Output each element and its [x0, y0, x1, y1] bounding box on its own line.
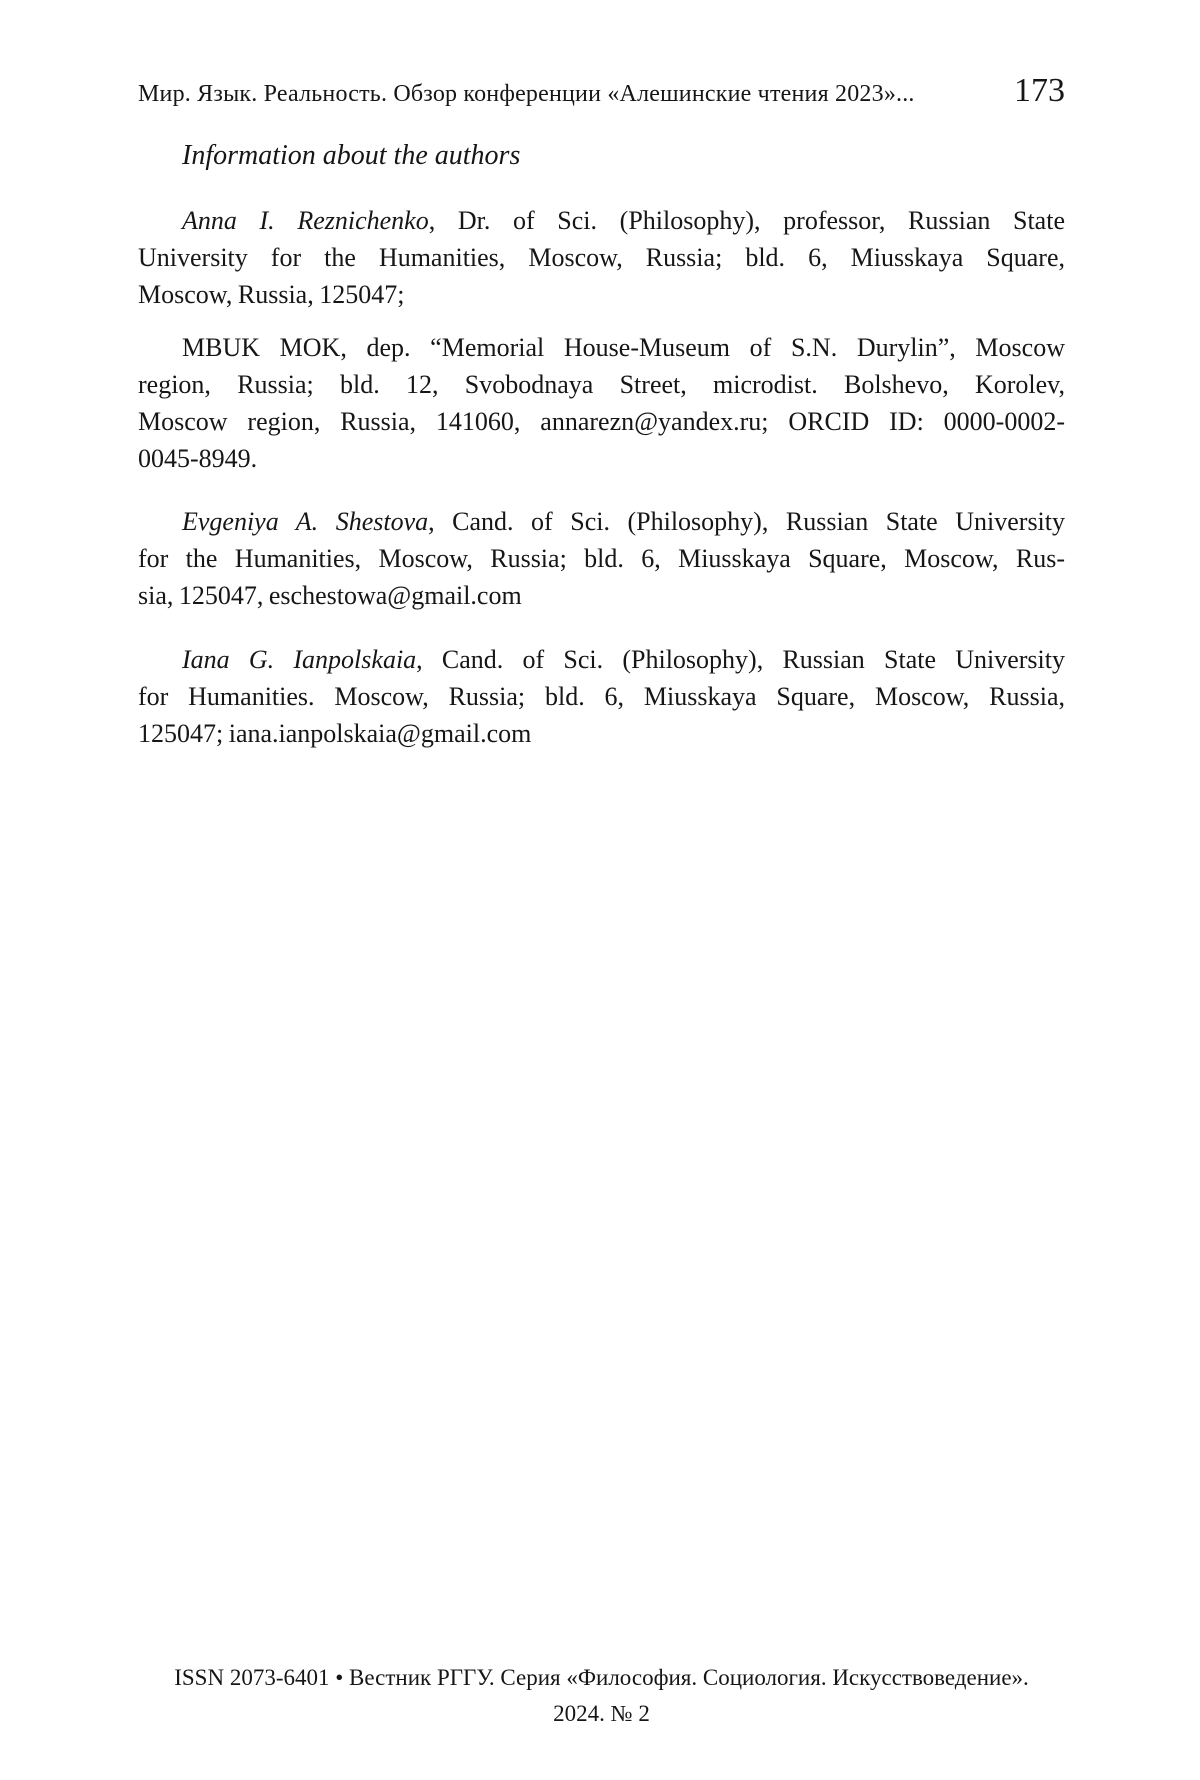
author-entry-shestova [138, 503, 1065, 614]
footer-issue-line: 2024. № 2 [553, 1701, 650, 1726]
text-line: University for the Humanities, Moscow, Russia; bld. 6, Miusskaya Square, [138, 243, 1065, 272]
text-line [138, 202, 1065, 239]
text-line: for the Humanities, Moscow, Russia; bld. 6, Miusskaya Square, Moscow, Rus- [138, 544, 1065, 573]
author-details: , Cand. of Sci. (Philosophy), Russian State University [416, 645, 1065, 674]
author-entry-affiliation [138, 329, 1065, 477]
text-line: 125047; iana.ianpolskaia@gmail.com [138, 719, 532, 748]
running-head [138, 72, 1065, 110]
author-details: , Dr. of Sci. (Philosophy), professor, Russian State [428, 206, 1065, 235]
text-column [138, 0, 1065, 752]
author-entry-reznichenko [138, 202, 1065, 313]
author-name: Evgeniya A. Shestova [182, 507, 429, 536]
footer-issn-line: ISSN 2073-6401 • Вестник РГГУ. Серия «Философия. Социология. Искусствоведение». [174, 1665, 1029, 1690]
author-details: MBUK MOK, dep. “Memorial House-Museum of S.N. Durylin”, Moscow [182, 333, 1065, 362]
text-line [138, 503, 1065, 540]
running-title: Мир. Язык. Реальность. Обзор конференции «Алешинские чтения 2023»... [138, 81, 915, 107]
text-line: 0045-8949. [138, 444, 258, 473]
author-name: Anna I. Reznichenko [182, 206, 429, 235]
text-line: Moscow, Russia, 125047; [138, 280, 405, 309]
author-name: Iana G. Ianpolskaia [182, 645, 417, 674]
text-line: for Humanities. Moscow, Russia; bld. 6, Miusskaya Square, Moscow, Russia, [138, 682, 1065, 711]
author-entry-ianpolskaia [138, 641, 1065, 752]
page-number: 173 [1014, 72, 1065, 109]
section-heading: Information about the authors [182, 140, 521, 171]
text-line: region, Russia; bld. 12, Svobodnaya Street, microdist. Bolshevo, Korolev, [138, 370, 1065, 399]
author-details: , Cand. of Sci. (Philosophy), Russian State University [428, 507, 1066, 536]
text-line [138, 329, 1065, 366]
text-line [138, 641, 1065, 678]
text-line: Moscow region, Russia, 141060, annarezn@yandex.ru; ORCID ID: 0000-0002- [138, 407, 1065, 436]
text-line: sia, 125047, eschestowa@gmail.com [138, 581, 522, 610]
journal-footer [138, 1660, 1065, 1732]
